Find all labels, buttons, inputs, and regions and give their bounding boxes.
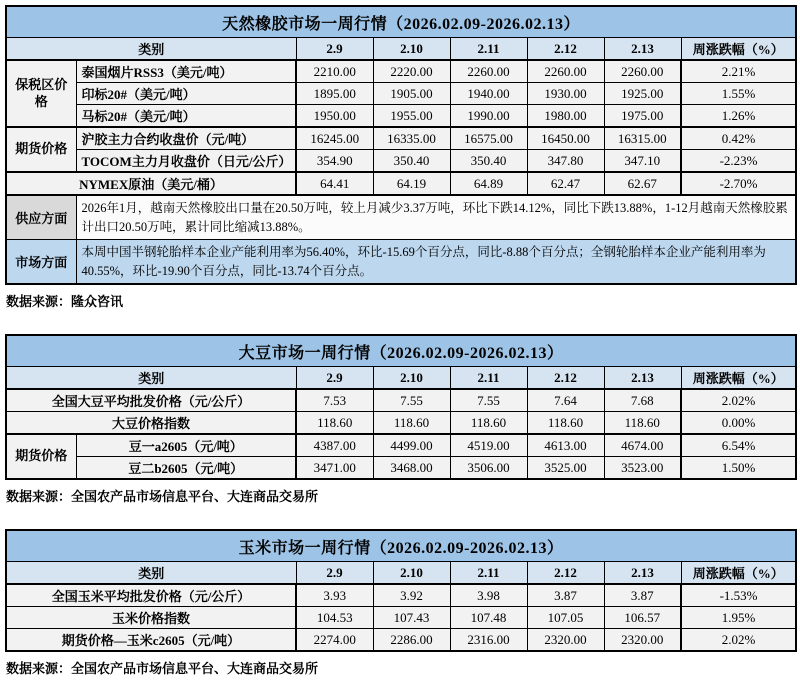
note-row: [6, 195, 796, 240]
date-header: 2.13: [604, 38, 681, 61]
price-cell: 347.10: [604, 150, 681, 173]
price-cell: 3.87: [604, 584, 681, 607]
category-header: 类别: [6, 367, 296, 390]
price-cell: 4613.00: [527, 434, 604, 457]
row-label: NYMEX原油（美元/桶）: [6, 172, 296, 195]
price-cell: 350.40: [450, 150, 527, 173]
date-header: 2.10: [373, 38, 450, 61]
price-cell: 2220.00: [373, 60, 450, 83]
change-cell: 0.42%: [681, 127, 796, 150]
price-cell: 107.48: [450, 607, 527, 629]
date-header: 2.9: [296, 562, 373, 585]
price-cell: 64.41: [296, 172, 373, 195]
corn-market-section: [5, 529, 795, 677]
table-title: 天然橡胶市场一周行情（2026.02.09-2026.02.13）: [6, 6, 796, 38]
row-label: 全国大豆平均批发价格（元/公斤）: [6, 389, 296, 412]
price-cell: 16245.00: [296, 127, 373, 150]
price-cell: 3468.00: [373, 457, 450, 480]
price-cell: 2260.00: [604, 60, 681, 83]
soybean-market-table: [5, 334, 797, 480]
price-cell: 1905.00: [373, 83, 450, 105]
price-cell: 16450.00: [527, 127, 604, 150]
price-cell: 7.55: [450, 389, 527, 412]
change-header: 周涨跌幅（%）: [681, 367, 796, 390]
price-cell: 3.87: [527, 584, 604, 607]
price-cell: 4674.00: [604, 434, 681, 457]
price-cell: 3506.00: [450, 457, 527, 480]
date-header: 2.11: [450, 367, 527, 390]
row-label: 马标20#（美元/吨）: [76, 105, 296, 128]
price-cell: 1895.00: [296, 83, 373, 105]
category-header: 类别: [6, 562, 296, 585]
price-cell: 1925.00: [604, 83, 681, 105]
price-cell: 3.92: [373, 584, 450, 607]
price-cell: 118.60: [604, 412, 681, 435]
price-cell: 7.53: [296, 389, 373, 412]
price-cell: 1950.00: [296, 105, 373, 128]
change-cell: 1.95%: [681, 607, 796, 629]
price-cell: 7.64: [527, 389, 604, 412]
table-row: [6, 60, 796, 83]
change-cell: -2.23%: [681, 150, 796, 173]
rubber-market-table: [5, 5, 797, 285]
price-cell: 1940.00: [450, 83, 527, 105]
table-row: [6, 105, 796, 128]
date-header: 2.9: [296, 367, 373, 390]
date-header: 2.10: [373, 367, 450, 390]
row-label: 豆二b2605（元/吨）: [76, 457, 296, 480]
column-header-row: [6, 562, 796, 585]
price-cell: 106.57: [604, 607, 681, 629]
change-cell: 6.54%: [681, 434, 796, 457]
price-cell: 62.67: [604, 172, 681, 195]
table-row: [6, 434, 796, 457]
change-cell: 1.50%: [681, 457, 796, 480]
price-cell: 64.89: [450, 172, 527, 195]
change-cell: 2.02%: [681, 389, 796, 412]
price-cell: 7.68: [604, 389, 681, 412]
price-cell: 3.98: [450, 584, 527, 607]
table-row: [6, 83, 796, 105]
date-header: 2.12: [527, 367, 604, 390]
note-row: [6, 240, 796, 285]
change-cell: 0.00%: [681, 412, 796, 435]
note-label: 供应方面: [6, 195, 76, 240]
row-label: 玉米价格指数: [6, 607, 296, 629]
row-label: 全国玉米平均批发价格（元/公斤）: [6, 584, 296, 607]
price-cell: 64.19: [373, 172, 450, 195]
date-header: 2.11: [450, 562, 527, 585]
price-cell: 4519.00: [450, 434, 527, 457]
note-text: 本周中国半钢轮胎样本企业产能利用率为56.40%，环比-15.69个百分点，同比-8.88个百分点；全钢轮胎样本企业产能利用率为40.55%，环比-19.90个百分点，同比-13.74个百分点。: [76, 240, 796, 285]
change-header: 周涨跌幅（%）: [681, 562, 796, 585]
price-cell: 350.40: [373, 150, 450, 173]
price-cell: 3525.00: [527, 457, 604, 480]
table-row: [6, 389, 796, 412]
price-cell: 107.43: [373, 607, 450, 629]
row-label: 豆一a2605（元/吨）: [76, 434, 296, 457]
price-cell: 107.05: [527, 607, 604, 629]
price-cell: 118.60: [450, 412, 527, 435]
data-source: 数据来源：隆众咨讯: [6, 294, 124, 309]
table-row: [6, 584, 796, 607]
table-title-row: [6, 530, 796, 562]
price-cell: 104.53: [296, 607, 373, 629]
table-row: [6, 172, 796, 195]
change-cell: 2.02%: [681, 629, 796, 652]
date-header: 2.11: [450, 38, 527, 61]
column-header-row: [6, 38, 796, 61]
table-row: [6, 457, 796, 480]
price-cell: 2260.00: [527, 60, 604, 83]
price-cell: 16575.00: [450, 127, 527, 150]
price-cell: 62.47: [527, 172, 604, 195]
price-cell: 1980.00: [527, 105, 604, 128]
date-header: 2.13: [604, 367, 681, 390]
price-cell: 347.80: [527, 150, 604, 173]
category-header: 类别: [6, 38, 296, 61]
price-cell: 118.60: [527, 412, 604, 435]
rubber-market-section: [5, 5, 795, 310]
price-cell: 3471.00: [296, 457, 373, 480]
group-label: 期货价格: [6, 127, 76, 172]
change-cell: 1.26%: [681, 105, 796, 128]
date-header: 2.9: [296, 38, 373, 61]
note-text: 2026年1月，越南天然橡胶出口量在20.50万吨，较上月减少3.37万吨，环比下跌14.12%，同比下跌13.88%，1-12月越南天然橡胶累计出口20.50万吨，累计同比缩减13.88%。: [76, 195, 796, 240]
row-label: 大豆价格指数: [6, 412, 296, 435]
price-cell: 2286.00: [373, 629, 450, 652]
date-header: 2.10: [373, 562, 450, 585]
table-title: 大豆市场一周行情（2026.02.09-2026.02.13）: [6, 335, 796, 367]
table-row: [6, 412, 796, 435]
price-cell: 16315.00: [604, 127, 681, 150]
table-title-row: [6, 335, 796, 367]
price-cell: 4499.00: [373, 434, 450, 457]
data-source: 数据来源：全国农产品市场信息平台、大连商品交易所: [6, 489, 319, 504]
date-header: 2.12: [527, 562, 604, 585]
table-row: [6, 607, 796, 629]
table-row: [6, 150, 796, 173]
price-cell: 3523.00: [604, 457, 681, 480]
change-cell: -2.70%: [681, 172, 796, 195]
price-cell: 1955.00: [373, 105, 450, 128]
price-cell: 354.90: [296, 150, 373, 173]
note-label: 市场方面: [6, 240, 76, 285]
group-label: 保税区价格: [6, 60, 76, 127]
date-header: 2.12: [527, 38, 604, 61]
table-title-row: [6, 6, 796, 38]
table-title: 玉米市场一周行情（2026.02.09-2026.02.13）: [6, 530, 796, 562]
table-row: [6, 127, 796, 150]
price-cell: 118.60: [373, 412, 450, 435]
data-source: 数据来源：全国农产品市场信息平台、大连商品交易所: [6, 661, 319, 676]
change-cell: 1.55%: [681, 83, 796, 105]
change-cell: 2.21%: [681, 60, 796, 83]
price-cell: 2274.00: [296, 629, 373, 652]
price-cell: 1930.00: [527, 83, 604, 105]
change-header: 周涨跌幅（%）: [681, 38, 796, 61]
price-cell: 2260.00: [450, 60, 527, 83]
price-cell: 2210.00: [296, 60, 373, 83]
price-cell: 1990.00: [450, 105, 527, 128]
row-label: 泰国烟片RSS3（美元/吨）: [76, 60, 296, 83]
group-label: 期货价格: [6, 434, 76, 479]
price-cell: 4387.00: [296, 434, 373, 457]
price-cell: 2316.00: [450, 629, 527, 652]
date-header: 2.13: [604, 562, 681, 585]
corn-market-table: [5, 529, 797, 652]
row-label: TOCOM主力月收盘价（日元/公斤）: [76, 150, 296, 173]
change-cell: -1.53%: [681, 584, 796, 607]
soybean-market-section: [5, 334, 795, 505]
row-label: 沪胶主力合约收盘价（元/吨）: [76, 127, 296, 150]
price-cell: 2320.00: [527, 629, 604, 652]
table-row: [6, 629, 796, 652]
price-cell: 7.55: [373, 389, 450, 412]
price-cell: 1975.00: [604, 105, 681, 128]
price-cell: 16335.00: [373, 127, 450, 150]
row-label: 印标20#（美元/吨）: [76, 83, 296, 105]
column-header-row: [6, 367, 796, 390]
price-cell: 2320.00: [604, 629, 681, 652]
row-label: 期货价格—玉米c2605（元/吨）: [6, 629, 296, 652]
price-cell: 3.93: [296, 584, 373, 607]
price-cell: 118.60: [296, 412, 373, 435]
